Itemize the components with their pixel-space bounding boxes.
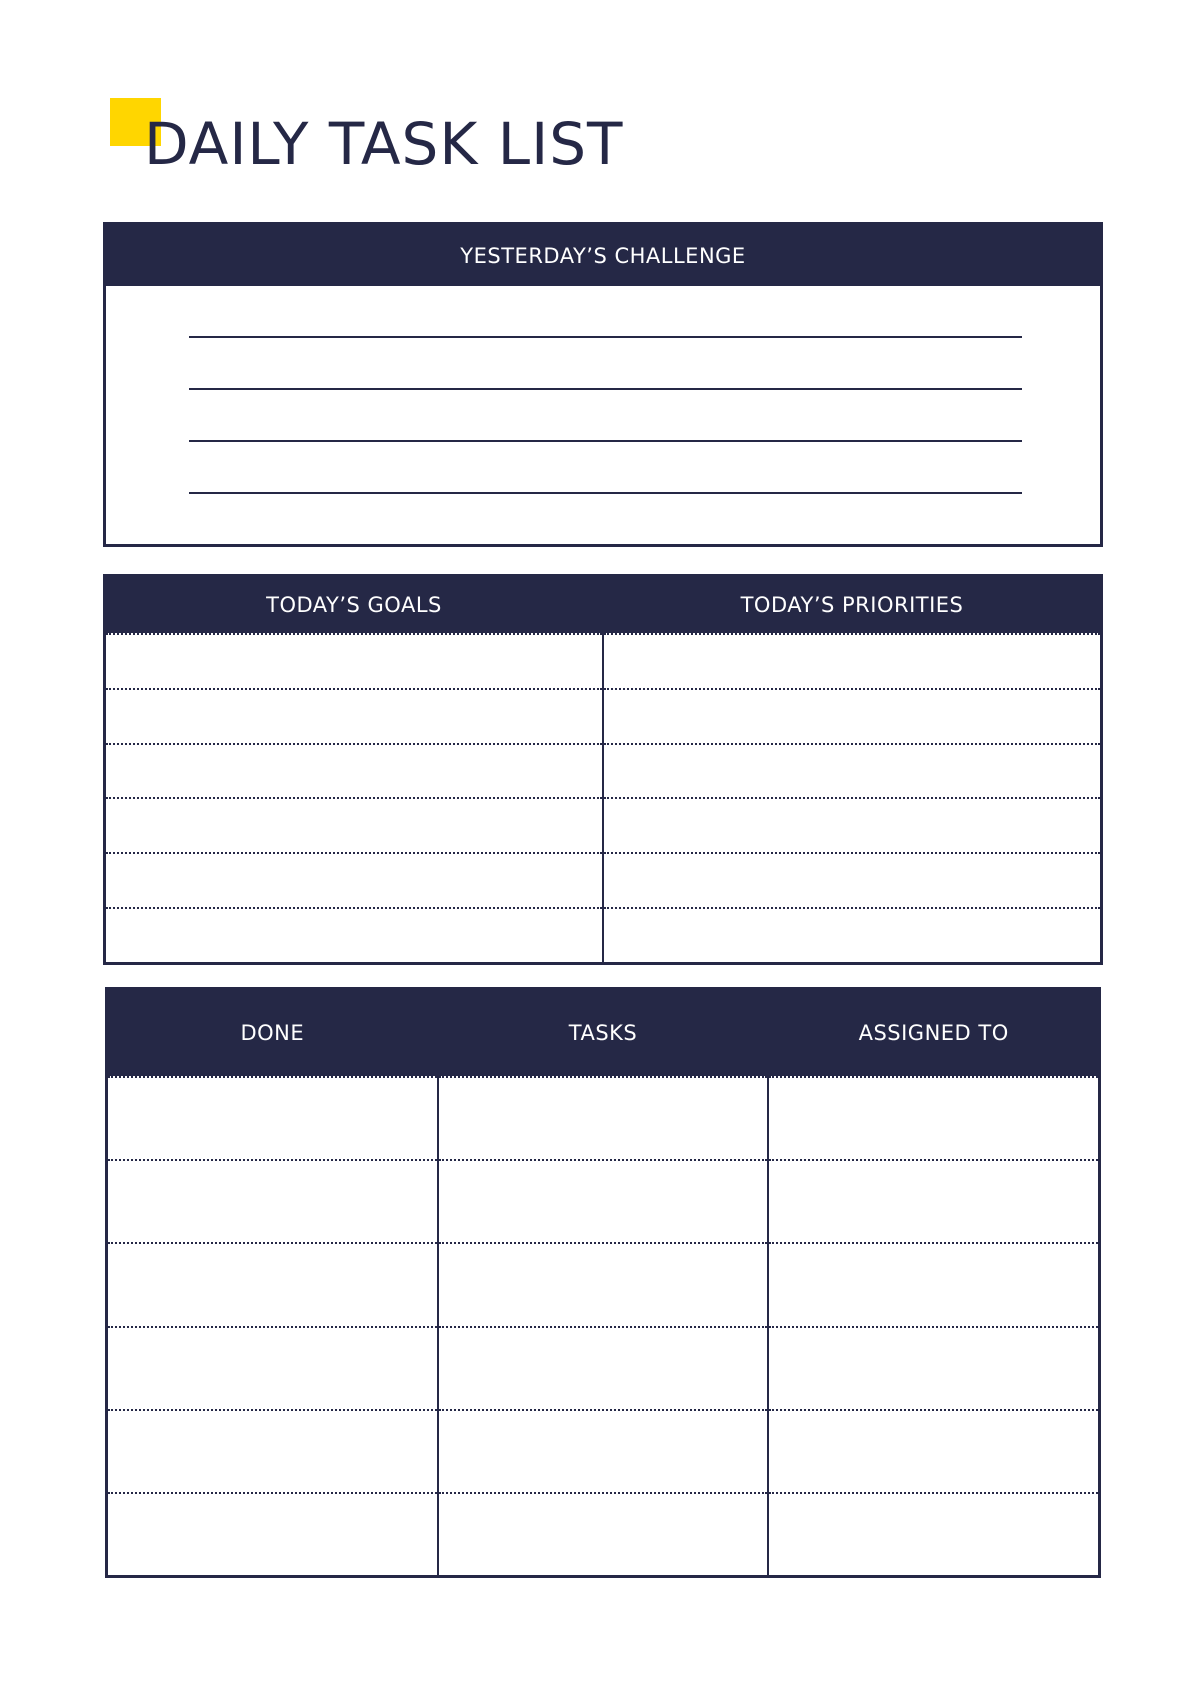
priority-row[interactable] <box>604 743 1100 798</box>
done-cell[interactable] <box>108 1492 437 1575</box>
task-cell[interactable] <box>439 1492 768 1575</box>
goal-row[interactable] <box>106 797 602 852</box>
writing-line[interactable] <box>189 336 1022 338</box>
tasks-header: TASKS <box>439 990 768 1076</box>
writing-line[interactable] <box>189 492 1022 494</box>
task-cell[interactable] <box>439 1076 768 1159</box>
task-cell[interactable] <box>439 1242 768 1325</box>
goal-row[interactable] <box>106 852 602 907</box>
priority-row[interactable] <box>604 907 1100 962</box>
assigned-cell[interactable] <box>769 1076 1098 1159</box>
writing-line[interactable] <box>189 440 1022 442</box>
done-cell[interactable] <box>108 1409 437 1492</box>
assigned-header: ASSIGNED TO <box>769 990 1098 1076</box>
goals-priorities-table <box>103 574 1103 965</box>
goals-column <box>106 577 602 962</box>
priorities-header: TODAY’S PRIORITIES <box>604 577 1100 633</box>
assigned-cell[interactable] <box>769 1409 1098 1492</box>
goal-row[interactable] <box>106 688 602 743</box>
priorities-column <box>602 577 1100 962</box>
tasks-column <box>437 990 768 1575</box>
done-header: DONE <box>108 990 437 1076</box>
done-cell[interactable] <box>108 1326 437 1409</box>
assigned-cell[interactable] <box>769 1242 1098 1325</box>
assigned-column <box>767 990 1098 1575</box>
assigned-cell[interactable] <box>769 1326 1098 1409</box>
tasks-table <box>105 987 1101 1578</box>
task-cell[interactable] <box>439 1409 768 1492</box>
goal-row[interactable] <box>106 633 602 688</box>
done-cell[interactable] <box>108 1076 437 1159</box>
assigned-cell[interactable] <box>769 1159 1098 1242</box>
goal-row[interactable] <box>106 907 602 962</box>
assigned-cell[interactable] <box>769 1492 1098 1575</box>
done-cell[interactable] <box>108 1159 437 1242</box>
page-title: DAILY TASK LIST <box>144 110 624 178</box>
yesterdays-challenge-section <box>103 222 1103 547</box>
task-cell[interactable] <box>439 1326 768 1409</box>
priority-row[interactable] <box>604 633 1100 688</box>
priority-row[interactable] <box>604 852 1100 907</box>
done-cell[interactable] <box>108 1242 437 1325</box>
goals-header: TODAY’S GOALS <box>106 577 602 633</box>
priority-row[interactable] <box>604 688 1100 743</box>
priority-row[interactable] <box>604 797 1100 852</box>
done-column <box>108 990 437 1575</box>
goal-row[interactable] <box>106 743 602 798</box>
yesterdays-challenge-header: YESTERDAY’S CHALLENGE <box>106 225 1100 286</box>
writing-line[interactable] <box>189 388 1022 390</box>
task-cell[interactable] <box>439 1159 768 1242</box>
